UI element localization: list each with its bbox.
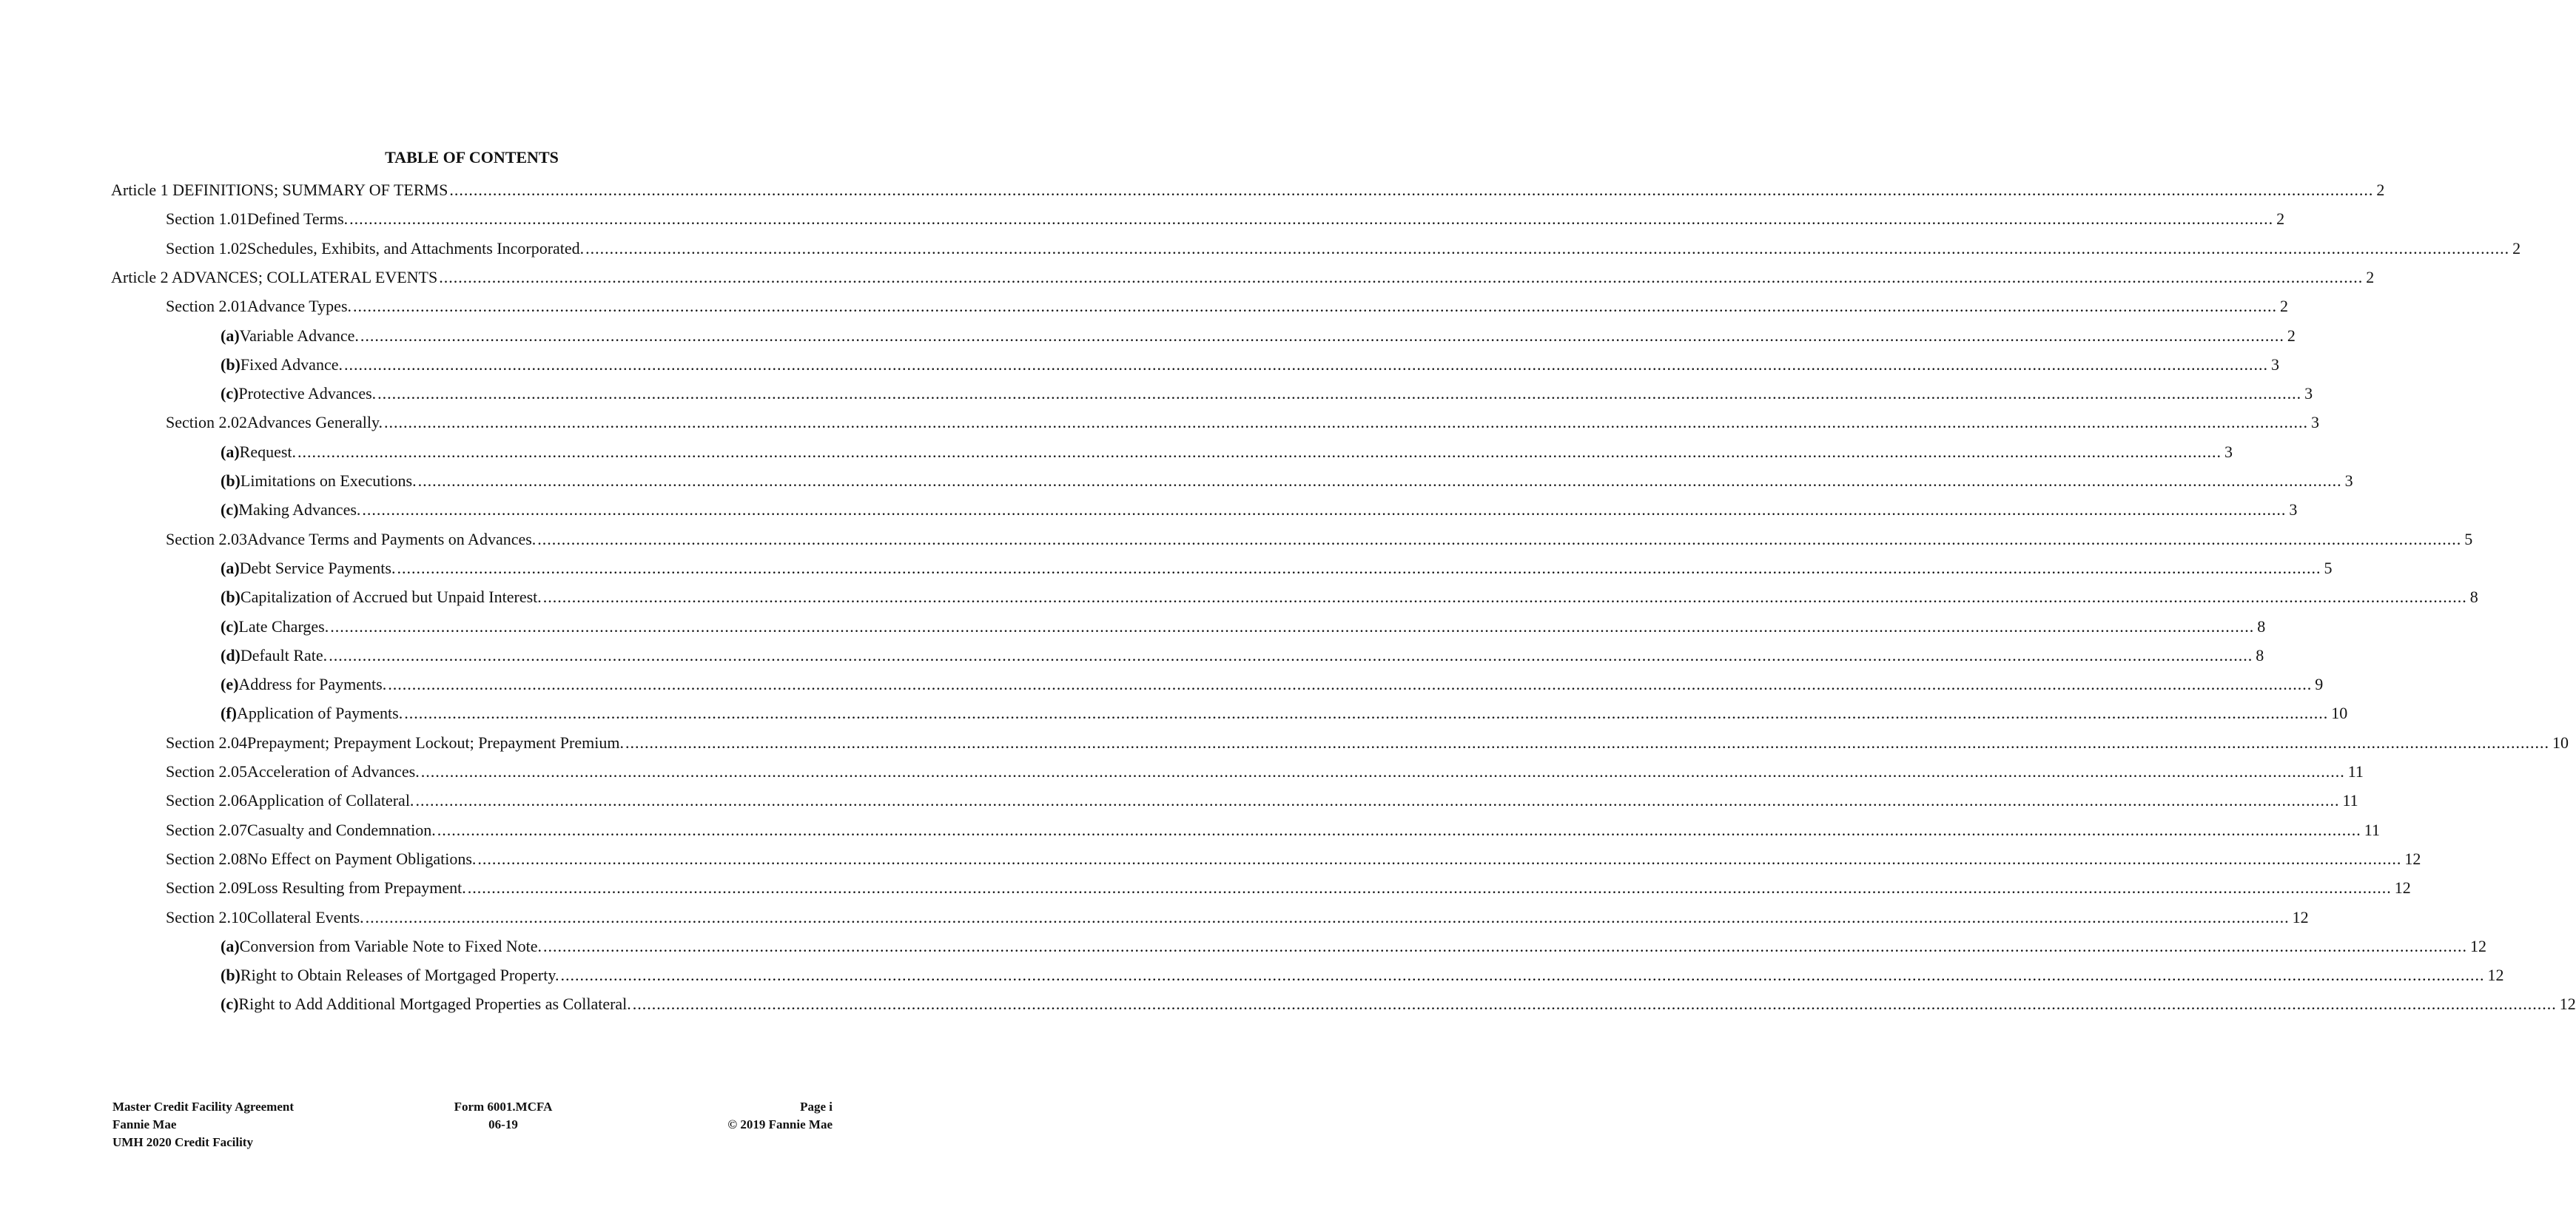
toc-entry-number: (a)	[221, 326, 240, 345]
toc-entry-page: 12	[2470, 936, 2487, 955]
toc-entry-label: Collateral Events.	[247, 907, 364, 926]
toc-entry-number: (e)	[221, 675, 239, 694]
toc-entry-page: 11	[2342, 791, 2358, 810]
toc-entry-page: 12	[2394, 878, 2411, 898]
toc-entry-page: 5	[2324, 558, 2333, 577]
dot-leader: ................................................................................................................................................................................................................................................................................................................................................................................................................	[585, 238, 2510, 258]
dot-leader: ................................................................................................................................................................................................................................................................................................................................................................................................................	[343, 354, 2268, 374]
toc-entry-page: 8	[2256, 645, 2264, 665]
toc-entry[interactable]	[166, 878, 2411, 901]
toc-entry-page: 12	[2404, 849, 2421, 868]
toc-entry-page: 3	[2270, 354, 2279, 374]
toc-entry-label: No Effect on Payment Obligations.	[247, 849, 477, 868]
toc-entry[interactable]	[221, 645, 2264, 668]
dot-leader: ................................................................................................................................................................................................................................................................................................................................................................................................................	[420, 762, 2345, 781]
toc-entry[interactable]	[221, 471, 2353, 494]
toc-entry-label: Fixed Advance.	[240, 354, 343, 374]
dot-leader: ................................................................................................................................................................................................................................................................................................................................................................................................................	[537, 529, 2462, 548]
toc-entry-page: 2	[2512, 238, 2521, 258]
dot-leader: ................................................................................................................................................................................................................................................................................................................................................................................................................	[632, 995, 2557, 1014]
toc-entry-label: Protective Advances.	[238, 384, 377, 403]
footer-form-date: 06-19	[488, 1117, 518, 1131]
toc-entry-number: (b)	[221, 471, 241, 490]
toc-entry[interactable]	[166, 413, 2320, 435]
toc-entry-label: Capitalization of Accrued but Unpaid Interest.	[240, 588, 542, 607]
dot-leader: ................................................................................................................................................................................................................................................................................................................................................................................................................	[330, 616, 2255, 636]
toc-entry[interactable]	[166, 762, 2364, 784]
footer-page-number: Page i	[800, 1100, 833, 1114]
toc-entry[interactable]	[221, 936, 2487, 959]
toc-entry-number: (c)	[221, 384, 239, 403]
toc-entry-number: (b)	[221, 588, 241, 607]
dot-leader: ................................................................................................................................................................................................................................................................................................................................................................................................................	[377, 384, 2302, 403]
toc-entry-number: Section 1.01	[166, 209, 247, 229]
toc-entry-page: 3	[2224, 442, 2233, 461]
toc-entry-page: 2	[2287, 326, 2296, 345]
dot-leader: ................................................................................................................................................................................................................................................................................................................................................................................................................	[625, 733, 2549, 752]
dot-leader: ................................................................................................................................................................................................................................................................................................................................................................................................................	[397, 558, 2321, 577]
dot-leader: ................................................................................................................................................................................................................................................................................................................................................................................................................	[543, 936, 2468, 955]
toc-entry[interactable]	[166, 238, 2521, 261]
dot-leader: ................................................................................................................................................................................................................................................................................................................................................................................................................	[467, 878, 2392, 898]
dot-leader: ................................................................................................................................................................................................................................................................................................................................................................................................................	[415, 791, 2340, 810]
toc-entry-page: 11	[2364, 820, 2380, 839]
toc-entry-number: (d)	[221, 645, 241, 665]
toc-entry[interactable]	[166, 297, 2289, 319]
toc-entry[interactable]	[166, 733, 2569, 756]
dot-leader: ................................................................................................................................................................................................................................................................................................................................................................................................................	[353, 297, 2278, 316]
dot-leader: ................................................................................................................................................................................................................................................................................................................................................................................................................	[449, 181, 2374, 199]
dot-leader: ................................................................................................................................................................................................................................................................................................................................................................................................................	[388, 675, 2313, 694]
toc-entry-number: (a)	[221, 558, 240, 577]
toc-entry-number: (a)	[221, 936, 240, 955]
toc-entry-page: 2	[2376, 181, 2385, 199]
dot-leader: ................................................................................................................................................................................................................................................................................................................................................................................................................	[362, 500, 2287, 519]
toc-entry-label: Advances Generally.	[247, 413, 383, 432]
toc-entry-number: (f)	[221, 704, 237, 723]
toc-entry-page: 8	[2469, 588, 2478, 607]
toc-entry-page: 12	[2559, 995, 2576, 1014]
footer-document-title: Master Credit Facility Agreement	[112, 1100, 295, 1114]
toc-entry-label: Limitations on Executions.	[240, 471, 417, 490]
dot-leader: ................................................................................................................................................................................................................................................................................................................................................................................................................	[439, 267, 2364, 286]
toc-entry-page: 11	[2347, 762, 2364, 781]
toc-entry-label: Making Advances.	[238, 500, 361, 519]
footer-left	[112, 1098, 294, 1151]
toc-entry-label: Schedules, Exhibits, and Attachments Incorporated.	[247, 238, 585, 258]
toc-entry-number: (a)	[221, 442, 240, 461]
toc-entry-page: 9	[2315, 675, 2324, 694]
toc-entry[interactable]	[221, 558, 2333, 581]
toc-entry-label: Loss Resulting from Prepayment.	[247, 878, 466, 898]
toc-entry-label: Article 2 ADVANCES; COLLATERAL EVENTS	[111, 267, 438, 286]
toc-entry-page: 8	[2257, 616, 2266, 636]
toc-entry-label: Debt Service Payments.	[239, 558, 396, 577]
toc-entry-label: Late Charges.	[238, 616, 329, 636]
toc-entry[interactable]	[166, 529, 2473, 552]
toc-entry[interactable]	[166, 849, 2421, 872]
toc-entry-number: (c)	[221, 616, 239, 636]
toc-entry-page: 12	[2487, 966, 2504, 985]
dot-leader: ................................................................................................................................................................................................................................................................................................................................................................................................................	[477, 849, 2402, 868]
toc-entry-number: Section 2.02	[166, 413, 247, 432]
dot-leader: ................................................................................................................................................................................................................................................................................................................................................................................................................	[329, 645, 2253, 665]
toc-entry[interactable]	[166, 907, 2309, 930]
dot-leader: ................................................................................................................................................................................................................................................................................................................................................................................................................	[384, 413, 2309, 432]
toc-entry-label: Advance Terms and Payments on Advances.	[247, 529, 537, 548]
dot-leader: ................................................................................................................................................................................................................................................................................................................................................................................................................	[560, 966, 2485, 985]
toc-entry-label: Application of Payments.	[236, 704, 403, 723]
toc-entry-number: Section 2.06	[166, 791, 247, 810]
toc-entry-label: Request.	[239, 442, 297, 461]
dot-leader: ................................................................................................................................................................................................................................................................................................................................................................................................................	[360, 326, 2284, 345]
toc-entry-number: (b)	[221, 966, 241, 985]
footer-copyright: © 2019 Fannie Mae	[727, 1117, 833, 1131]
toc-entry-page: 12	[2292, 907, 2309, 926]
toc-entry[interactable]	[221, 384, 2313, 406]
toc-entry[interactable]	[221, 354, 2279, 377]
footer-right	[727, 1098, 833, 1134]
dot-leader: ................................................................................................................................................................................................................................................................................................................................................................................................................	[417, 471, 2342, 490]
toc-entry[interactable]	[221, 995, 2576, 1017]
toc-entry-label: Casualty and Condemnation.	[247, 820, 436, 839]
toc-entry[interactable]	[111, 267, 2375, 290]
toc-entry-number: Section 2.05	[166, 762, 247, 781]
footer-middle	[414, 1098, 592, 1134]
toc-entry-number: Section 2.04	[166, 733, 247, 752]
toc-entry-label: Application of Collateral.	[247, 791, 414, 810]
footer-facility: UMH 2020 Credit Facility	[112, 1135, 253, 1149]
toc-entry-number: Section 2.07	[166, 820, 247, 839]
dot-leader: ................................................................................................................................................................................................................................................................................................................................................................................................................	[297, 442, 2222, 461]
toc-entry[interactable]	[221, 966, 2504, 988]
toc-entry-page: 3	[2311, 413, 2320, 432]
toc-entry[interactable]	[166, 820, 2380, 843]
toc-entry-page: 10	[2552, 733, 2569, 752]
toc-entry-label: Article 1 DEFINITIONS; SUMMARY OF TERMS	[111, 181, 448, 199]
toc-entry-label: Defined Terms.	[247, 209, 349, 229]
toc-entry-label: Variable Advance.	[239, 326, 359, 345]
toc-entry-page: 3	[2289, 500, 2298, 519]
toc-entry-label: Default Rate.	[240, 645, 328, 665]
footer-form-number: Form 6001.MCFA	[454, 1100, 553, 1114]
dot-leader: ................................................................................................................................................................................................................................................................................................................................................................................................................	[349, 209, 2274, 229]
toc-entry-label: Prepayment; Prepayment Lockout; Prepayment Premium.	[247, 733, 624, 752]
toc-entry-page: 5	[2464, 529, 2473, 548]
toc-entry-number: (c)	[221, 995, 239, 1014]
toc-entry-label: Advance Types.	[247, 297, 352, 316]
dot-leader: ................................................................................................................................................................................................................................................................................................................................................................................................................	[365, 907, 2290, 926]
toc-entry[interactable]	[166, 791, 2358, 813]
toc-entry-label: Right to Add Additional Mortgaged Properties as Collateral.	[238, 995, 631, 1014]
toc-entry[interactable]	[111, 181, 2385, 203]
toc-entry-number: Section 1.02	[166, 238, 247, 258]
toc-entry[interactable]	[221, 704, 2348, 726]
toc-entry-number: Section 2.10	[166, 907, 247, 926]
toc-entry-label: Address for Payments.	[238, 675, 387, 694]
toc-entry-page: 2	[2366, 267, 2375, 286]
toc-entry-page: 10	[2331, 704, 2348, 723]
toc-entry[interactable]	[166, 209, 2285, 232]
toc-entry-label: Conversion from Variable Note to Fixed Note.	[239, 936, 542, 955]
toc-entry-page: 2	[2276, 209, 2285, 229]
toc-entry[interactable]	[221, 442, 2233, 465]
toc-entry-number: (c)	[221, 500, 239, 519]
toc-entry[interactable]	[221, 616, 2266, 639]
toc-entry-number: (b)	[221, 354, 241, 374]
toc-entry-number: Section 2.03	[166, 529, 247, 548]
dot-leader: ................................................................................................................................................................................................................................................................................................................................................................................................................	[437, 820, 2361, 839]
toc-entry[interactable]	[221, 675, 2324, 697]
toc-entry[interactable]	[221, 500, 2298, 522]
toc-heading: TABLE OF CONTENTS	[385, 148, 559, 166]
toc-entry-number: Section 2.01	[166, 297, 247, 316]
dot-leader: ................................................................................................................................................................................................................................................................................................................................................................................................................	[404, 704, 2329, 723]
toc-entry[interactable]	[221, 588, 2478, 610]
toc-entry-label: Right to Obtain Releases of Mortgaged Property.	[240, 966, 559, 985]
footer-organization: Fannie Mae	[112, 1117, 177, 1131]
toc-entry-page: 3	[2344, 471, 2353, 490]
toc-entry-number: Section 2.08	[166, 849, 247, 868]
toc-entry-label: Acceleration of Advances.	[247, 762, 420, 781]
toc-entry[interactable]	[221, 326, 2296, 349]
dot-leader: ................................................................................................................................................................................................................................................................................................................................................................................................................	[542, 588, 2467, 607]
toc-entry-number: Section 2.09	[166, 878, 247, 898]
toc-entry-page: 2	[2280, 297, 2289, 316]
toc-entry-page: 3	[2304, 384, 2313, 403]
